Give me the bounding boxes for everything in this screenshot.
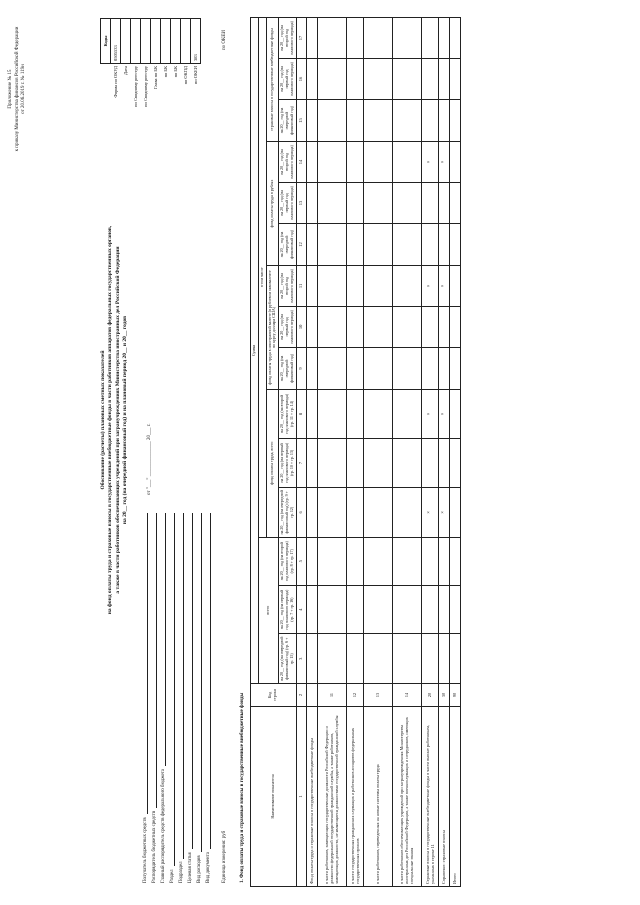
title-line: Обоснование (расчеты) плановых сметных показателей <box>100 350 106 490</box>
table-cell[interactable] <box>346 347 363 389</box>
row-code: 30 <box>438 684 449 707</box>
row-name: в части государственных гражданских служащих и работников аппаратов федеральных государственных органов <box>346 707 363 887</box>
table-cell[interactable] <box>363 58 392 99</box>
table-cell[interactable] <box>392 142 421 183</box>
year-column-header: на 20__ год (на второй год планового периода) (гр. 8 + гр. 17) <box>279 537 296 585</box>
info-fill-line <box>165 513 166 766</box>
codes-row <box>121 19 131 149</box>
table-cell[interactable] <box>392 100 421 142</box>
column-number: 2 <box>296 684 306 707</box>
table-cell[interactable] <box>346 390 363 439</box>
codes-row-label: Дата <box>122 66 128 75</box>
group-sum-header: Сумма <box>251 18 259 684</box>
appendix-note <box>8 14 28 164</box>
table-cell[interactable] <box>449 182 460 223</box>
title-line: на 20__ год (на очередной финансовый год) и на плановый период 20__ и 20__ годов <box>122 315 129 525</box>
table-cell[interactable] <box>392 585 421 634</box>
table-cell[interactable] <box>421 634 438 684</box>
column-number: 3 <box>296 634 306 684</box>
year-column-header: на 20__ год (на второй год планового периода) (гр. 11 + гр. 14) <box>279 390 296 439</box>
table-cell[interactable] <box>363 142 392 183</box>
table-cell[interactable] <box>449 347 460 389</box>
column-number: 17 <box>296 18 306 59</box>
table-cell[interactable] <box>392 347 421 389</box>
column-number: 9 <box>296 347 306 389</box>
codes-row-value <box>161 19 171 64</box>
table-cell[interactable] <box>346 585 363 634</box>
info-row <box>140 513 149 883</box>
table-cell[interactable]: × <box>421 390 438 439</box>
table-cell[interactable] <box>363 266 392 307</box>
column-number: 13 <box>296 182 306 223</box>
table-cell[interactable] <box>449 634 460 684</box>
year-column-header: на 20__ год (на первый год планового периода) (гр. 7 + гр. 16) <box>279 585 296 634</box>
table-cell[interactable]: × <box>438 390 449 439</box>
codes-row-label: Форма по ОКУД <box>112 66 118 98</box>
codes-row <box>141 19 151 149</box>
row-name: Фонд оплаты труда и страховые взносы в государственные внебюджетные фонды <box>306 707 317 887</box>
group-rub-header: фонд оплаты труда в рублях <box>266 142 279 266</box>
table-cell[interactable] <box>392 266 421 307</box>
info-label: Главный распорядитель средств федерального бюджета <box>161 769 167 883</box>
table-cell[interactable] <box>438 18 449 59</box>
year-column-header: на 20__ год (на первый год планового периода) <box>279 306 296 347</box>
table-cell[interactable] <box>438 347 449 389</box>
table-cell[interactable] <box>449 390 460 439</box>
codes-row-value <box>121 19 131 64</box>
codes-row-label: по Сводному реестру <box>132 66 138 107</box>
table-cell[interactable] <box>438 634 449 684</box>
table-cell[interactable] <box>363 488 392 538</box>
table-cell[interactable]: × <box>421 266 438 307</box>
table-cell[interactable] <box>306 223 317 265</box>
column-number: 8 <box>296 390 306 439</box>
table-cell[interactable] <box>438 223 449 265</box>
row-code <box>306 684 317 707</box>
row-code: 20 <box>421 684 438 707</box>
table-cell[interactable] <box>306 182 317 223</box>
table-cell[interactable] <box>317 306 346 347</box>
table-cell[interactable] <box>346 537 363 585</box>
table-cell[interactable] <box>363 390 392 439</box>
table-cell[interactable] <box>306 58 317 99</box>
info-label: Подраздел <box>179 861 185 883</box>
row-code: 11 <box>317 684 346 707</box>
table-cell[interactable] <box>392 537 421 585</box>
table-cell[interactable] <box>317 18 346 59</box>
group-fot-header: фонд оплаты труда, всего <box>266 390 279 538</box>
table-cell[interactable] <box>421 306 438 347</box>
table-cell[interactable] <box>421 58 438 99</box>
appendix-line: к приказу Министерства финансов Российской Федерации <box>14 26 20 152</box>
unit-of-measure <box>222 831 228 883</box>
main-table <box>250 17 461 887</box>
codes-row-label: по ОКЕИ <box>192 66 198 85</box>
table-cell[interactable] <box>421 100 438 142</box>
info-label: Распорядитель бюджетных средств <box>152 810 158 883</box>
unit-label: Единица измерения: <box>222 839 227 883</box>
table-cell[interactable] <box>317 223 346 265</box>
info-fill-line <box>192 513 193 849</box>
table-row <box>449 18 460 887</box>
table-cell[interactable]: × <box>438 266 449 307</box>
table-cell[interactable] <box>392 182 421 223</box>
table-cell[interactable] <box>438 537 449 585</box>
title-line: на фонд оплаты труда и страховые взносы в государственные внебюджетные фонды в части работников аппаратов федеральных государственных органов, <box>107 225 114 615</box>
table-cell[interactable] <box>346 223 363 265</box>
table-cell[interactable] <box>317 182 346 223</box>
info-row <box>158 513 167 883</box>
table-cell[interactable] <box>438 306 449 347</box>
year-column-header: на 20__ год (на очередной финансовый год) (гр. 9 + гр. 12) <box>279 488 296 538</box>
codes-row-label: Глава по БК <box>152 66 158 90</box>
title-line: а также в части работников обеспечивающих учреждений при загранучреждениях Министерства иностранных дел Российской Федерации <box>114 246 121 594</box>
table-row <box>306 18 317 887</box>
table-cell[interactable] <box>306 585 317 634</box>
codes-row-value: 383 <box>191 19 201 64</box>
table-row <box>438 18 449 887</box>
table-cell[interactable] <box>306 488 317 538</box>
table-cell[interactable] <box>317 390 346 439</box>
table-cell[interactable]: × <box>438 142 449 183</box>
group-total-header: всего <box>258 537 278 683</box>
table-cell[interactable] <box>449 438 460 487</box>
table-cell[interactable] <box>317 585 346 634</box>
table-cell[interactable] <box>346 438 363 487</box>
table-row <box>421 18 438 887</box>
column-number: 1 <box>296 707 306 887</box>
table-cell[interactable] <box>438 58 449 99</box>
table-cell[interactable] <box>449 585 460 634</box>
table-cell[interactable] <box>363 634 392 684</box>
table-cell[interactable]: × <box>438 488 449 538</box>
table-cell[interactable] <box>392 58 421 99</box>
table-cell[interactable]: × <box>421 488 438 538</box>
table-cell[interactable] <box>306 438 317 487</box>
table-cell[interactable] <box>346 142 363 183</box>
year-column-header: на 20__ год (на второй год планового периода) <box>279 266 296 307</box>
row-name: Страховые взносы в государственные внебюджетные фонды в части выплат работникам, указанных в строке 11 <box>421 707 438 887</box>
table-cell[interactable] <box>449 537 460 585</box>
group-including-header: в том числе <box>258 18 266 538</box>
table-cell[interactable] <box>317 142 346 183</box>
codes-row-label: по БК <box>162 66 168 78</box>
column-number: 7 <box>296 438 306 487</box>
table-cell[interactable] <box>363 100 392 142</box>
codes-row-value <box>131 19 141 64</box>
table-cell[interactable] <box>346 266 363 307</box>
row-name: Справочно: страховые взносы <box>438 707 449 887</box>
table-cell[interactable] <box>317 58 346 99</box>
info-fill-line <box>156 513 157 808</box>
table-cell[interactable] <box>346 18 363 59</box>
info-row <box>149 513 158 883</box>
table-cell[interactable] <box>306 306 317 347</box>
table-cell[interactable] <box>317 266 346 307</box>
table-cell[interactable] <box>306 537 317 585</box>
table-cell[interactable] <box>449 18 460 59</box>
unit-value: руб <box>222 830 227 839</box>
codes-row-label: по Сводному реестру <box>142 66 148 107</box>
table-cell[interactable] <box>306 18 317 59</box>
table-cell[interactable] <box>392 306 421 347</box>
codes-row-value <box>171 19 181 64</box>
codes-row-value: 0505533 <box>111 19 121 64</box>
table-cell[interactable] <box>421 585 438 634</box>
table-cell[interactable] <box>392 18 421 59</box>
table-cell[interactable] <box>306 390 317 439</box>
section-title: 1. Фонд оплаты труда и страховые взносы в государственные внебюджетные фонды <box>240 692 245 883</box>
info-label: Целевая статья <box>188 852 194 883</box>
codes-row <box>181 19 191 149</box>
table-row <box>392 18 421 887</box>
row-name: в части работников обеспечивающих учреждений при загранучреждениях Министерства иностранных дел Российской Федерации, а также военнослужащих и сотрудников, имеющих специальные звания <box>392 707 421 887</box>
codes-table <box>100 18 201 148</box>
date-line: от "___" ______________ 20___ г. <box>147 423 152 495</box>
info-block <box>140 513 212 883</box>
codes-row <box>151 19 161 149</box>
document-title <box>100 185 130 655</box>
row-name: в части работников, переведенных на новые системы оплаты труда <box>363 707 392 887</box>
table-cell[interactable] <box>306 347 317 389</box>
column-number: 5 <box>296 537 306 585</box>
info-fill-line <box>201 513 202 852</box>
info-fill-line <box>210 513 211 849</box>
info-label: Получатель бюджетных средств <box>143 817 149 883</box>
table-cell[interactable] <box>346 100 363 142</box>
info-row <box>167 513 176 883</box>
codes-row-value <box>151 19 161 64</box>
table-cell[interactable] <box>306 142 317 183</box>
group-currency-header: фонд оплаты труда в иностранной валюте (в рублевом эквиваленте по курсу доллара США) <box>266 266 279 390</box>
table-row <box>346 18 363 887</box>
table-cell[interactable]: × <box>421 142 438 183</box>
table-cell[interactable] <box>346 182 363 223</box>
year-column-header: на 20__ год (на второй год планового периода) <box>279 142 296 183</box>
codes-row <box>171 19 181 149</box>
table-cell[interactable] <box>363 182 392 223</box>
year-column-header: на 20__ год (на второй год планового периода) <box>279 18 296 59</box>
column-number: 4 <box>296 585 306 634</box>
table-cell[interactable] <box>421 347 438 389</box>
table-cell[interactable] <box>421 18 438 59</box>
table-cell[interactable] <box>449 100 460 142</box>
info-row <box>194 513 203 883</box>
table-cell[interactable] <box>346 58 363 99</box>
table-cell[interactable] <box>346 488 363 538</box>
info-fill-line <box>183 513 184 859</box>
codes-row <box>131 19 141 149</box>
table-cell[interactable] <box>317 347 346 389</box>
table-cell[interactable] <box>449 142 460 183</box>
row-name: в части работников, замещающих государственные должности Российской Федерации и должности федеральной государственной гражданской службы, а также работников, замещающих должности, не являющиеся должностями государственной гражданской службы <box>317 707 346 887</box>
table-row <box>363 18 392 887</box>
table-cell[interactable] <box>363 18 392 59</box>
info-row <box>176 513 185 883</box>
table-cell[interactable] <box>392 390 421 439</box>
table-cell[interactable] <box>306 634 317 684</box>
row-code: 12 <box>346 684 363 707</box>
year-column-header: на 20__ год (на очередной финансовый год) <box>279 100 296 142</box>
table-cell[interactable] <box>346 306 363 347</box>
table-cell[interactable] <box>392 438 421 487</box>
year-column-header: на 20__ год (на очередной финансовый год) <box>279 223 296 265</box>
codes-row-value <box>141 19 151 64</box>
column-number: 16 <box>296 58 306 99</box>
info-label: Вид расходов <box>197 855 203 883</box>
info-row <box>185 513 194 883</box>
group-insurance-header: страховые взносы в государственные внебюджетные фонды <box>266 18 279 142</box>
year-column-header: на 20__ год (на очередной финансовый год) (гр. 6 + гр. 15) <box>279 634 296 684</box>
table-cell[interactable] <box>317 100 346 142</box>
column-number: 12 <box>296 223 306 265</box>
table-cell[interactable] <box>438 100 449 142</box>
table-cell[interactable] <box>449 58 460 99</box>
table-cell[interactable] <box>306 100 317 142</box>
table-row <box>317 18 346 887</box>
info-fill-line <box>174 513 175 866</box>
table-cell[interactable] <box>363 306 392 347</box>
column-number: 14 <box>296 142 306 183</box>
codes-row-value <box>181 19 191 64</box>
table-cell[interactable] <box>449 488 460 538</box>
table-cell[interactable] <box>317 634 346 684</box>
year-column-header: на 20__ год (на первый год планового периода) (гр. 10 + гр. 13) <box>279 438 296 487</box>
table-cell[interactable] <box>421 438 438 487</box>
col-code-header: Код строки <box>251 684 297 707</box>
table-cell[interactable] <box>363 438 392 487</box>
table-cell[interactable] <box>363 223 392 265</box>
table-cell[interactable] <box>363 585 392 634</box>
table-cell[interactable] <box>392 223 421 265</box>
table-cell[interactable] <box>306 266 317 307</box>
table-cell[interactable] <box>438 438 449 487</box>
table-cell[interactable] <box>363 347 392 389</box>
okei-label: по ОКЕИ <box>222 30 227 51</box>
table-cell[interactable] <box>449 266 460 307</box>
table-cell[interactable] <box>317 438 346 487</box>
table-cell[interactable] <box>421 223 438 265</box>
codes-header: Коды <box>101 19 111 64</box>
row-code: 90 <box>449 684 460 707</box>
table-cell[interactable] <box>449 223 460 265</box>
table-cell[interactable] <box>449 306 460 347</box>
appendix-line: от 20.06.2019 г. № 119н <box>21 64 26 114</box>
table-cell[interactable] <box>346 634 363 684</box>
column-number: 6 <box>296 488 306 538</box>
year-column-header: на 20__ год (на первый год планового периода) <box>279 182 296 223</box>
column-number: 15 <box>296 100 306 142</box>
row-name: Итого <box>449 707 460 887</box>
codes-box <box>100 18 201 148</box>
codes-row-label: по БК <box>172 66 178 78</box>
year-column-header: на 20__ год (на первый год планового периода) <box>279 58 296 99</box>
column-number: 10 <box>296 306 306 347</box>
col-name-header: Наименование показателя <box>251 707 297 887</box>
table-cell[interactable] <box>421 537 438 585</box>
table-cell[interactable] <box>421 182 438 223</box>
table-cell[interactable] <box>363 537 392 585</box>
info-row <box>203 513 212 883</box>
table-cell[interactable] <box>438 585 449 634</box>
column-number: 11 <box>296 266 306 307</box>
row-code: 13 <box>363 684 392 707</box>
codes-row <box>161 19 171 149</box>
info-label: Раздел <box>170 869 176 883</box>
codes-row <box>191 19 201 149</box>
table-cell[interactable] <box>392 488 421 538</box>
info-label: Вид документа <box>206 852 212 883</box>
row-code: 14 <box>392 684 421 707</box>
table-cell[interactable] <box>392 634 421 684</box>
year-column-header: на 20__ год (на очередной финансовый год) <box>279 347 296 389</box>
info-fill-line <box>147 513 148 814</box>
table-cell[interactable] <box>317 488 346 538</box>
codes-row-label: по ОКПД <box>182 66 188 85</box>
table-cell[interactable] <box>438 182 449 223</box>
codes-row <box>111 19 121 149</box>
table-cell[interactable] <box>317 537 346 585</box>
appendix-line: Приложение № 15 <box>8 69 13 109</box>
